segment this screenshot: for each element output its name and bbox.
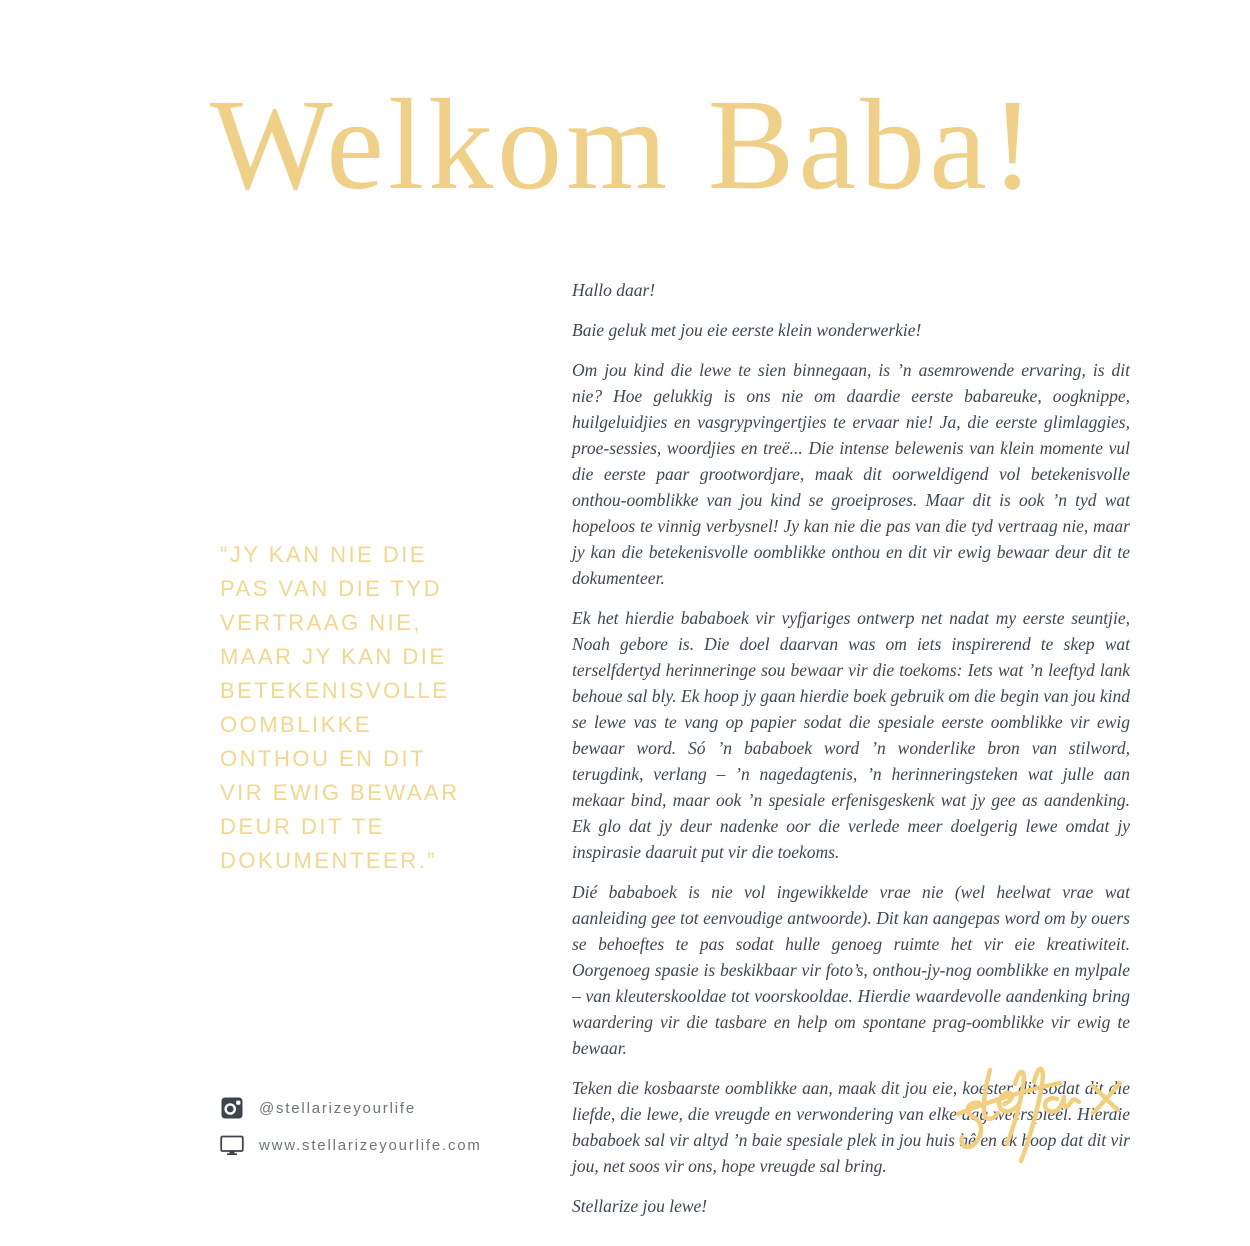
letter-paragraph: Teken die kosbaarste oomblikke aan, maak dit jou eie, koester dit sodat dit die liefde, die lewe, die vreugde en verwondering van elke dag weerspieël. Hierdie bababoek sal vir altyd ’n baie spesiale plek in jou huis hê en ek hoop dat dit vir jou, net soos vir ons, hope vreugde sal bring. (572, 1078, 1130, 1176)
pull-quote-line: BETEKENISVOLLE (220, 678, 450, 703)
page-title: Welkom Baba! (210, 73, 1039, 217)
pull-quote-line: DOKUMENTEER.” (220, 848, 438, 873)
website-row (220, 1133, 482, 1157)
website-url: www.stellarizeyourlife.com (259, 1136, 482, 1154)
letter-paragraph: Ek het hierdie bababoek vir vyfjariges ontwerp net nadat my eerste seuntjie, Noah gebore is. Die doel daarvan was om iets inspirerend te skep wat terselfdertyd herinneringe sou bewaar vir die toekoms: Iets wat ’n leeftyd lank behoue sal bly. Ek hoop jy gaan hierdie boek gebruik om die begin van jou kind se lewe vas te vang op papier sodat die spesiale eerste oomblikke vir ewig bewaar word. Só ’n bababoek word ’n wonderlike bron van stilword, terugdink, verlang – ’n nagedagtenis, ’n herinneringsteken wat julle aan mekaar bind, maar ook ’n spesiale erfenisgeskenk wat jy gee as aandenking. Ek glo dat jy deur nadenke oor die verlede meer doelgerig lewe omdat jy inspirasie daaruit put vir die toekoms. (572, 608, 1130, 862)
letter-paragraph: Baie geluk met jou eie eerste klein wonderwerkie! (572, 320, 922, 340)
pull-quote-line: “JY KAN NIE DIE (220, 542, 428, 567)
letter-greeting: Hallo daar! (572, 280, 656, 300)
letter-paragraph: Dié bababoek is nie vol ingewikkelde vrae nie (wel heelwat vrae wat aanleiding gee tot eenvoudige antwoorde). Dit kan aangepas word om by ouers se behoeftes te pas sodat hulle genoeg ruimte het vir eie kreatiwiteit. Oorgenoeg spasie is beskikbaar vir foto’s, onthou-jy-nog oomblikke en mylpale – van kleuterskooldae tot voorskooldae. Hierdie waardevolle aandenking bring waardering vir die tasbare en help om spontane prag-oomblikke vir ewig te bewaar. (572, 882, 1130, 1058)
letter-paragraph: Om jou kind die lewe te sien binnegaan, is ’n asemrowende ervaring, is dit nie? Hoe gelukkig is ons nie om daardie eerste babareuke, oogknippe, huilgeluidjies en vasgrypvingertjies te ervaar nie! Ja, die eerste glimlaggies, proe-sessies, woordjies en treë... Die intense belewenis van klein momente vul die eerste paar grootwordjare, maak dit oorweldigend vol betekenisvolle onthou-oomblikke van jou kind se groeiproses. Maar dit is ook ’n tyd wat hopeloos te vinnig verbysnel! Jy kan nie die pas van die tyd vertraag nie, maar jy kan die betekenisvolle oomblikke onthou en dit vir ewig bewaar deur dit te dokumenteer. (572, 360, 1130, 588)
instagram-handle: @stellarizeyourlife (259, 1099, 416, 1117)
monitor-icon (220, 1133, 244, 1157)
pull-quote (220, 538, 510, 878)
pull-quote-line: DEUR DIT TE (220, 814, 385, 839)
pull-quote-line: MAAR JY KAN DIE (220, 644, 447, 669)
footer-social (220, 1096, 482, 1157)
instagram-row (220, 1096, 482, 1120)
letter-closing: Stellarize jou lewe! (572, 1196, 708, 1216)
pull-quote-line: PAS VAN DIE TYD (220, 576, 443, 601)
pull-quote-line: ONTHOU EN DIT (220, 746, 427, 771)
pull-quote-line: VIR EWIG BEWAAR (220, 780, 460, 805)
signature-stella (952, 1058, 1147, 1188)
instagram-icon (220, 1096, 244, 1120)
pull-quote-line: VERTRAAG NIE, (220, 610, 423, 635)
pull-quote-line: OOMBLIKKE (220, 712, 373, 737)
